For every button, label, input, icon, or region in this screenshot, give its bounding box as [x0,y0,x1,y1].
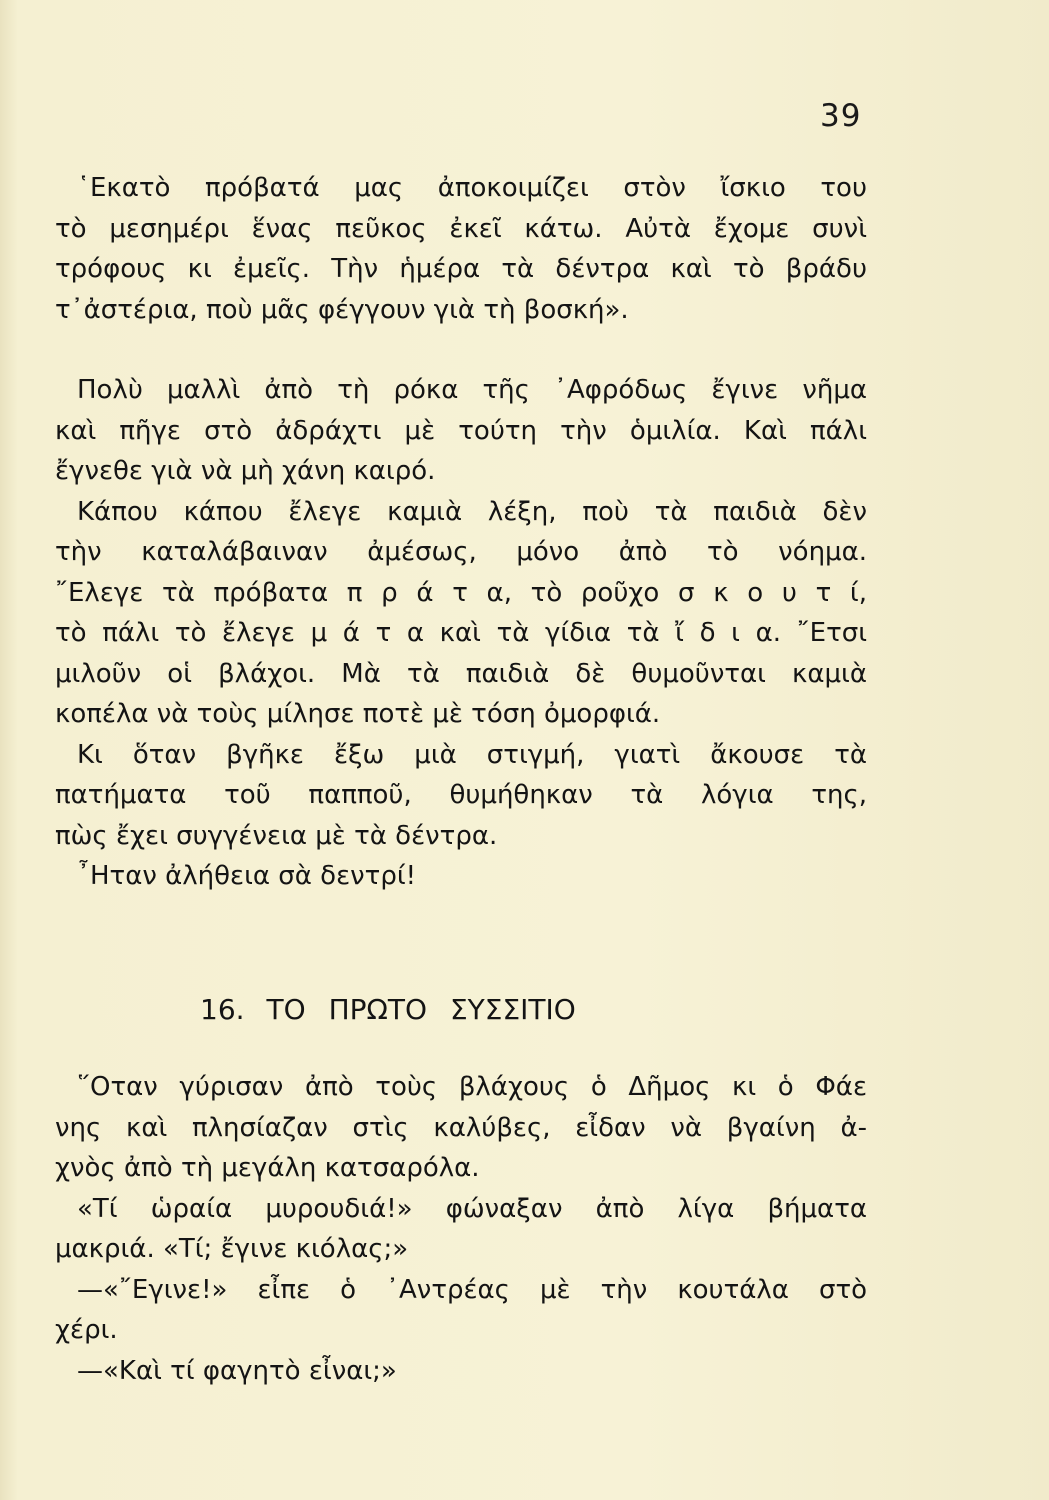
text-line: ῾Εκατὸ πρόβατά μας ἀποκοιμίζει στὸν ἴσκιο του [77,173,867,203]
paragraph [55,1351,867,1392]
text-line: ἔγνεθε γιὰ νὰ μὴ χάνη καιρό. [55,456,436,486]
text-line: τὸ πάλι τὸ ἔλεγε μ ά τ α καὶ τὰ γίδια τὰ ἴ δ ι α. ῎Ετσι [55,618,867,648]
chapter-title: ΤΟ ΠΡΩΤΟ ΣΥΣΣΙΤΙΟ [266,993,576,1026]
paragraph [55,168,867,330]
text-line: ῎Ελεγε τὰ πρόβατα π ρ ά τ α, τὸ ροῦχο σ κ ο υ τ ί, [55,577,867,608]
text-line: ῞Οταν γύρισαν ἀπὸ τοὺς βλάχους ὁ Δῆμος κι ὁ Φάε [77,1072,867,1102]
text-line: μακριά. «Τί; ἔγινε κιόλας;» [55,1234,409,1264]
text-block-top [55,168,867,330]
text-line: κοπέλα νὰ τοὺς μίλησε ποτὲ μὲ τόση ὀμορφιά. [55,699,661,729]
page-number: 39 [820,98,862,134]
text-line: τὴν καταλάβαιναν ἀμέσως, μόνο ἀπὸ τὸ νόημα. [55,537,867,567]
text-line: πατήματα τοῦ παπποῦ, θυμήθηκαν τὰ λόγια της, [55,780,867,810]
text-line: —«Καὶ τί φαγητὸ εἶναι;» [77,1355,397,1386]
paragraph [55,856,867,897]
text-line: ῏Ηταν ἀλήθεια σὰ δεντρί! [77,861,417,891]
text-line: χνὸς ἀπὸ τὴ μεγάλη κατσαρόλα. [55,1153,480,1183]
paragraph [55,1270,867,1351]
text-line: Πολὺ μαλλὶ ἀπὸ τὴ ρόκα τῆς ᾿Αφρόδως ἔγινε νῆμα [77,375,867,405]
text-line: τ᾿ἀστέρια, ποὺ μᾶς φέγγουν γιὰ τὴ βοσκή». [55,294,629,325]
paragraph [55,370,867,492]
text-line: Κι ὅταν βγῆκε ἔξω μιὰ στιγμή, γιατὶ ἄκουσε τὰ [77,739,867,770]
paragraph [55,1067,867,1189]
chapter-heading [200,993,576,1026]
paragraph [55,735,867,857]
paragraph [55,1189,867,1270]
text-line: μιλοῦν οἱ βλάχοι. Μὰ τὰ παιδιὰ δὲ θυμοῦνται καμιὰ [55,658,867,689]
text-line: χέρι. [55,1315,118,1345]
text-line: καὶ πῆγε στὸ ἀδράχτι μὲ τούτη τὴν ὁμιλία. Καὶ πάλι [55,415,867,446]
text-line: νης καὶ πλησίαζαν στὶς καλύβες, εἶδαν νὰ βγαίνη ἀ- [55,1112,867,1143]
text-line: «Τί ὡραία μυρουδιά!» φώναξαν ἀπὸ λίγα βήματα [77,1193,867,1224]
text-line: —«῎Εγινε!» εἶπε ὁ ᾿Αντρέας μὲ τὴν κουτάλα στὸ [77,1274,867,1305]
text-line: πὼς ἔχει συγγένεια μὲ τὰ δέντρα. [55,820,498,851]
paragraph [55,492,867,735]
chapter-number: 16. [200,993,245,1026]
text-line: Κάπου κάπου ἔλεγε καμιὰ λέξη, ποὺ τὰ παιδιὰ δὲν [77,496,867,527]
text-line: τρόφους κι ἐμεῖς. Τὴν ἡμέρα τὰ δέντρα καὶ τὸ βράδυ [55,254,867,284]
text-line: τὸ μεσημέρι ἕνας πεῦκος ἐκεῖ κάτω. Αὐτὰ ἔχομε συνὶ [55,213,867,244]
text-block-bottom [55,1067,867,1391]
text-block-middle [55,370,867,897]
